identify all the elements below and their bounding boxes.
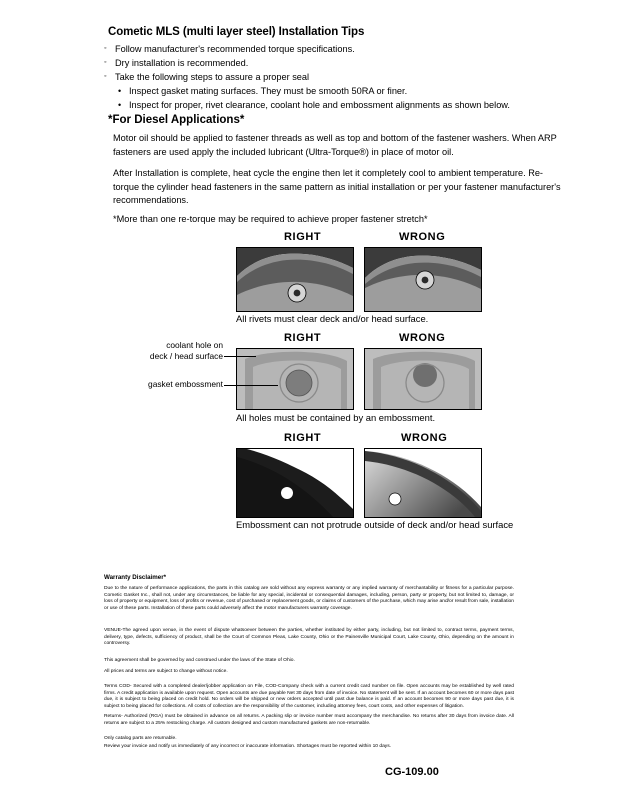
figure3-caption: Embossment can not protrude outside of deck and/or head surface (236, 519, 514, 530)
document-code: CG-109.00 (385, 766, 439, 778)
open-bullet-icon: ◦ (104, 59, 107, 66)
warranty-paragraph-3: This agreement shall be governed by and construed under the laws of the State of Ohio. (104, 658, 295, 663)
filled-bullet-icon: • (118, 86, 122, 96)
diesel-paragraph-1: Motor oil should be applied to fastener threads as well as top and bottom of the fastener washers. When ARP fasteners are used apply the included lubricant (Ultra-Torque®) in place of motor oil. (113, 133, 557, 157)
figure3-right-illustration (237, 449, 353, 517)
figure1-right-label: RIGHT (284, 231, 322, 243)
page-title: Cometic MLS (multi layer steel) Installation Tips (108, 26, 365, 38)
figure2-caption: All holes must be contained by an embossment. (236, 412, 436, 423)
figure1-wrong-illustration (365, 248, 481, 311)
figure3-right-panel (236, 448, 354, 518)
diesel-paragraph-3: *More than one re-torque may be required to achieve proper fastener stretch* (113, 214, 428, 224)
list-item (118, 84, 564, 98)
figure2-right-panel (236, 348, 354, 410)
figure3-wrong-illustration (365, 449, 481, 517)
warranty-paragraph-6: Returns- Authorized (RGA) must be obtained in advance on all returns. A packing slip or invoice number must accompany the merchandise. No returns after 30 days from invoice date. All returns are subject to a 25% restocking charge. All custom designed and custom manufactured gaskets are non-returnable. (104, 714, 514, 726)
figure1-caption: All rivets must clear deck and/or head surface. (236, 313, 429, 324)
warranty-paragraph-2: VENUE-The agreed upon venue, in the event of dispute whatsoever between the parties, whether instituted by either party, including, but not limited to, contract terms, payment terms, delivery, type, defects, sufficiency of product, shall be the Court of Common Pleas, Lake County, Ohio or the Painesville Municipal Court, Lake County, Ohio, depending on the amount in controversy. (104, 628, 514, 647)
figure1-wrong-label: WRONG (399, 231, 446, 243)
figure2-wrong-panel (364, 348, 482, 410)
gasket-embossment-leader-line (224, 385, 278, 386)
figure2-wrong-illustration (365, 349, 481, 409)
open-bullet-icon: ◦ (104, 45, 107, 52)
diesel-section-heading: *For Diesel Applications* (108, 114, 245, 126)
warranty-paragraph-7: Only catalog parts are returnable. (104, 736, 177, 741)
figure3-wrong-label: WRONG (401, 432, 448, 444)
list-item-text: Take the following steps to assure a proper seal (115, 72, 310, 82)
diesel-paragraph-2: After Installation is complete, heat cycle the engine then let it completely cool to ambient temperature. Re-torque the cylinder head fasteners in the same pattern as initial installation or per your fastener manufacturer's recommendations. (113, 168, 561, 206)
list-item (104, 70, 564, 84)
list-item (104, 56, 564, 70)
list-item-text: Inspect gasket mating surfaces. They must be smooth 50RA or finer. (129, 86, 408, 96)
list-item-text: Follow manufacturer's recommended torque specifications. (115, 44, 355, 54)
warranty-paragraph-1: Due to the nature of performance applications, the parts in this catalog are sold without any express warranty or any implied warranty of merchantability or fitness for a particular purpose. Cometic Gasket Inc., shall not, under any circumstances, be liable for any special, incidental or consequential damages, including, person, party or property, but not limited to, damage, or loss of property or equipment, loss of profits or revenue, cost of purchased or replacement goods, or claims of customers of the purchase, which may arise and/or result from sale, installation or use of these parts. Installation of these parts could adversely affect the motor manufacturers warranty coverage. (104, 586, 514, 611)
figure1-right-illustration (237, 248, 353, 311)
warranty-paragraph-4: All prices and terms are subject to change without notice. (104, 669, 228, 674)
figure1-wrong-panel (364, 247, 482, 312)
figure3-wrong-panel (364, 448, 482, 518)
list-item (118, 98, 564, 112)
list-item (104, 42, 564, 56)
figure2-right-illustration (237, 349, 353, 409)
list-item-text: Inspect for proper, rivet clearance, coolant hole and embossment alignments as shown below. (129, 100, 510, 110)
figure3-right-label: RIGHT (284, 432, 322, 444)
gasket-embossment-annotation: gasket embossment (148, 379, 223, 389)
warranty-paragraph-8: Review your invoice and notify us immediately of any incorrect or inaccurate information. Shortages must be reported within 10 days. (104, 744, 392, 749)
warranty-title: Warranty Disclaimer* (104, 574, 167, 581)
installation-tips-list (104, 42, 564, 112)
figure1-right-panel (236, 247, 354, 312)
coolant-hole-annotation: coolant hole on deck / head surface (149, 340, 223, 361)
open-bullet-icon: ◦ (104, 73, 107, 80)
filled-bullet-icon: • (118, 100, 122, 110)
list-item-text: Dry installation is recommended. (115, 58, 249, 68)
warranty-paragraph-5: Terms COD- Secured with a completed dealer/jobber application on File, COD-Company check with a current credit card number on file. Open accounts may be established by well rated firms. A credit application is available upon request. Open accounts are due payable Net 30 days from date of invoice. No statement will be sent. If an account becomes 60 or more days past due, it is subject to being placed on credit hold. No orders will be shipped or new orders accepted until past due balance is paid. If an account becomes 90 or more days past due, it is subject to being placed for collections. All costs of collection are the responsibility of the customer, including attorney fees, court costs, and other expenses of litigation. (104, 684, 514, 709)
figure2-wrong-label: WRONG (399, 332, 446, 344)
figure2-right-label: RIGHT (284, 332, 322, 344)
coolant-hole-leader-line (224, 356, 256, 357)
